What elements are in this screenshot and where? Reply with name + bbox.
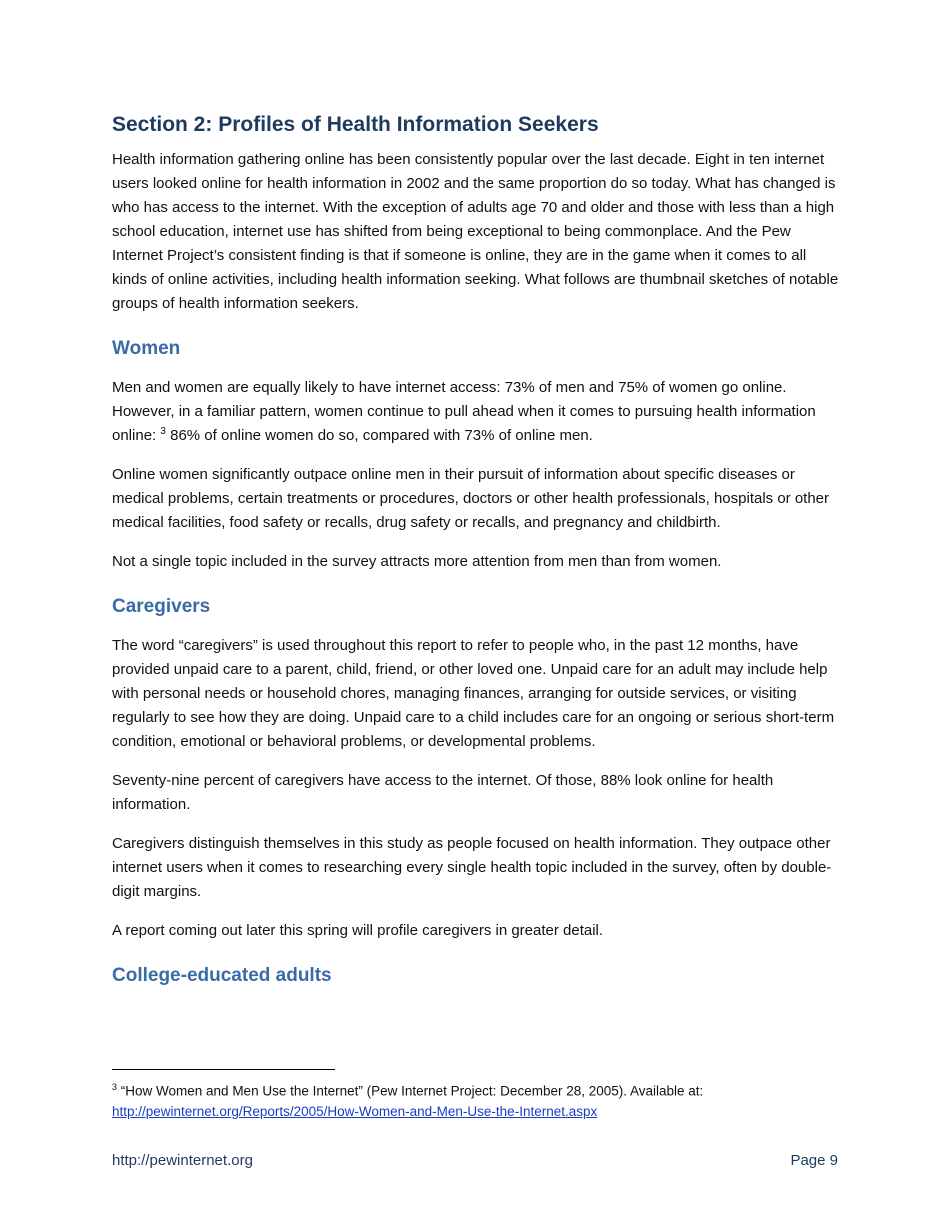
intro-paragraph: Health information gathering online has been consistently popular over the last decade. Eight in ten internet users looked online for health information in 2002 and the same proportion do so today. What has changed is who has access to the internet. With the exception of adults age 70 and older and those with less than a high school education, internet use has shifted from being exceptional to being commonplace. And the Pew Internet Project’s consistent finding is that if someone is online, they are in the game when it comes to all kinds of online activities, including health information seeking. What follows are thumbnail sketches of notable groups of health information seekers. bbox=[112, 151, 839, 312]
women-p1-text-after: 86% of online women do so, compared with 73% of online men. bbox=[165, 427, 593, 444]
heading-college-educated: College-educated adults bbox=[112, 965, 332, 986]
heading-women: Women bbox=[112, 338, 181, 359]
page-content bbox=[112, 110, 840, 1003]
footer-page-number: Page 9 bbox=[790, 1152, 838, 1169]
footnote-reference[interactable]: 3 bbox=[160, 426, 166, 437]
heading-caregivers: Caregivers bbox=[112, 596, 211, 617]
footnote-link[interactable]: http://pewinternet.org/Reports/2005/How-Women-and-Men-Use-the-Internet.aspx bbox=[112, 1103, 598, 1119]
footnote bbox=[112, 1077, 842, 1122]
footnote-divider bbox=[112, 1069, 335, 1070]
caregivers-paragraph-1: The word “caregivers” is used throughout this report to refer to people who, in the past 12 months, have provided unpaid care to a parent, child, friend, or other loved one. Unpaid care for an adult may include help with personal needs or household chores, managing finances, arranging for outside services, or visiting regularly to see how they are doing. Unpaid care to a child includes care for an ongoing or serious short-term condition, emotional or behavioral problems, or developmental problems. bbox=[112, 637, 835, 750]
women-p1-text-before: Men and women are equally likely to have internet access: 73% of men and 75% of women go online. However, in a familiar pattern, women continue to pull ahead when it comes to pursuing health information online: bbox=[112, 379, 816, 444]
caregivers-paragraph-3: Caregivers distinguish themselves in this study as people focused on health information. They outpace other internet users when it comes to researching every single health topic included in the survey, often by double-digit margins. bbox=[112, 835, 832, 900]
footnote-number: 3 bbox=[112, 1082, 118, 1092]
women-paragraph-2: Online women significantly outpace online men in their pursuit of information about specific diseases or medical problems, certain treatments or procedures, doctors or other health professionals, hospitals or other medical facilities, food safety or recalls, drug safety or recalls, and pregnancy and childbirth. bbox=[112, 466, 830, 531]
page-footer bbox=[112, 1152, 838, 1169]
caregivers-paragraph-2: Seventy-nine percent of caregivers have access to the internet. Of those, 88% look online for health information. bbox=[112, 772, 774, 813]
footer-site[interactable]: http://pewinternet.org bbox=[112, 1152, 253, 1169]
caregivers-paragraph-4: A report coming out later this spring will profile caregivers in greater detail. bbox=[112, 922, 604, 939]
footnote-text: “How Women and Men Use the Internet” (Pew Internet Project: December 28, 2005). Available at: bbox=[117, 1083, 704, 1099]
women-paragraph-3: Not a single topic included in the survey attracts more attention from men than from women. bbox=[112, 553, 722, 570]
women-paragraph-1 bbox=[112, 376, 840, 448]
section-title: Section 2: Profiles of Health Information Seekers bbox=[112, 113, 599, 136]
